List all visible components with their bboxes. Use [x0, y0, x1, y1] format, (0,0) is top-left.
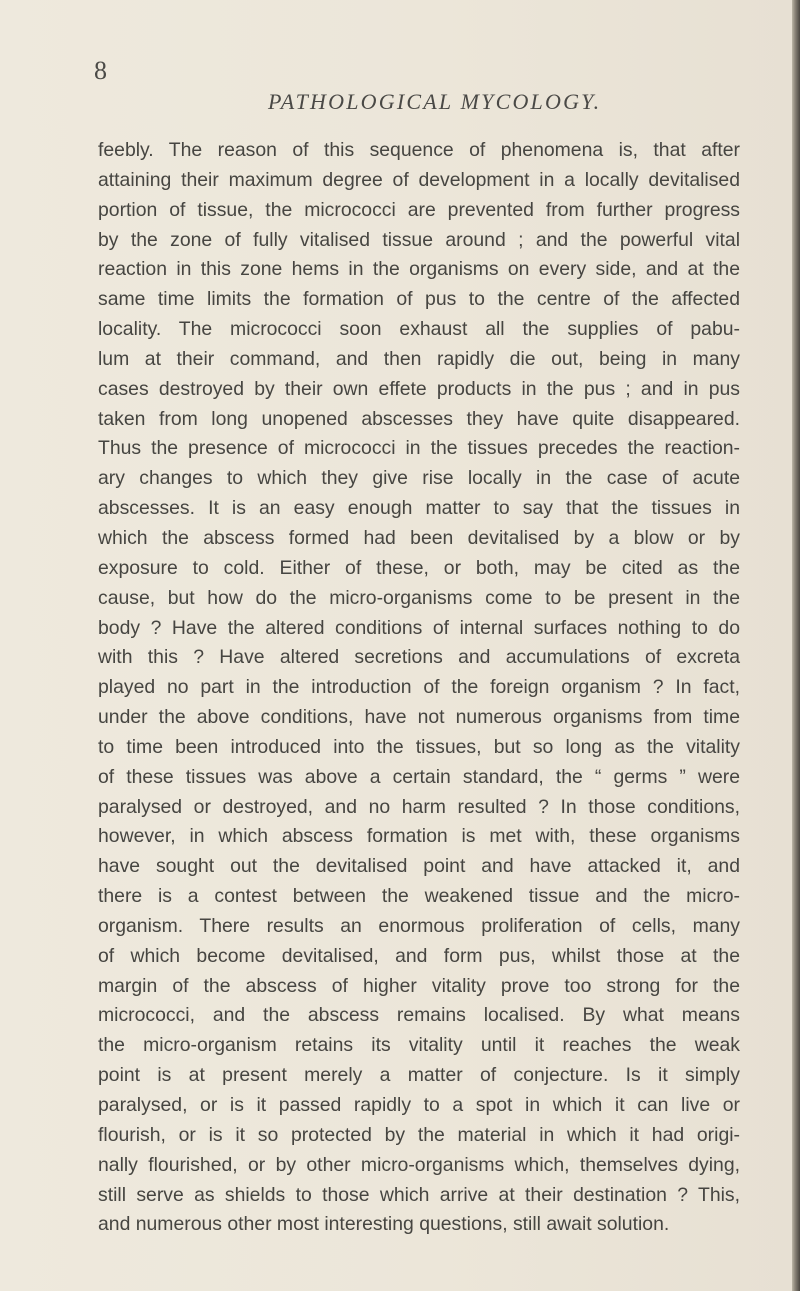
text-line: there is a contest between the weakened tissue and the micro- — [98, 885, 740, 908]
text-line: paralysed or destroyed, and no harm resulted ? In those conditions, — [98, 795, 740, 818]
text-line: of which become devitalised, and form pus, whilst those at the — [98, 944, 740, 967]
text-line: which the abscess formed had been devitalised by a blow or by — [98, 526, 740, 549]
text-line: taken from long unopened abscesses they have quite disappeared. — [98, 407, 740, 430]
text-line: reaction in this zone hems in the organisms on every side, and at the — [98, 258, 740, 281]
text-line: and numerous other most interesting questions, still await solution. — [98, 1213, 670, 1236]
text-line: point is at present merely a matter of conjecture. Is it simply — [98, 1064, 740, 1087]
text-line: abscesses. It is an easy enough matter to say that the tissues in — [98, 497, 740, 520]
text-line: flourish, or is it so protected by the material in which it had origi- — [98, 1123, 740, 1146]
text-line: body ? Have the altered conditions of internal surfaces nothing to do — [98, 616, 740, 639]
text-line: portion of tissue, the micrococci are prevented from further progress — [98, 198, 740, 221]
text-line: to time been introduced into the tissues, but so long as the vitality — [98, 735, 740, 758]
text-line: paralysed, or is it passed rapidly to a spot in which it can live or — [98, 1094, 740, 1116]
text-line: played no part in the introduction of the foreign organism ? In fact, — [98, 676, 740, 699]
text-line: micrococci, and the abscess remains localised. By what means — [98, 1004, 740, 1027]
text-line: margin of the abscess of higher vitality prove too strong for the — [98, 974, 740, 997]
text-line: attaining their maximum degree of development in a locally devitalised — [98, 168, 740, 191]
text-line: have sought out the devitalised point and have attacked it, and — [98, 855, 740, 878]
text-line: nally flourished, or by other micro-organisms which, themselves dying, — [98, 1153, 740, 1176]
running-head: PATHOLOGICAL MYCOLOGY. — [268, 89, 602, 114]
text-line: with this ? Have altered secretions and accumulations of excreta — [98, 646, 740, 669]
text-line: the micro-organism retains its vitality until it reaches the weak — [98, 1034, 740, 1057]
text-line: organism. There results an enormous proliferation of cells, many — [98, 914, 740, 937]
text-line: still serve as shields to those which arrive at their destination ? This, — [98, 1183, 740, 1206]
text-line: lum at their command, and then rapidly die out, being in many — [98, 347, 740, 370]
text-line: cases destroyed by their own effete products in the pus ; and in pus — [98, 377, 740, 400]
text-line: Thus the presence of micrococci in the tissues precedes the reaction- — [98, 437, 740, 460]
page-edge-shadow — [792, 0, 800, 1291]
text-line: of these tissues was above a certain standard, the “ germs ” were — [98, 765, 740, 788]
text-line: exposure to cold. Either of these, or both, may be cited as the — [98, 556, 740, 579]
text-line: same time limits the formation of pus to the centre of the affected — [98, 288, 740, 311]
text-line: however, in which abscess formation is met with, these organisms — [98, 825, 740, 848]
text-line: under the above conditions, have not numerous organisms from time — [98, 706, 740, 729]
text-line: ary changes to which they give rise locally in the case of acute — [98, 467, 740, 490]
body-paragraph — [98, 136, 740, 1240]
text-line: by the zone of fully vitalised tissue around ; and the powerful vital — [98, 228, 740, 251]
text-line: cause, but how do the micro-organisms come to be present in the — [98, 586, 740, 609]
page-number: 8 — [94, 56, 107, 85]
text-line: locality. The micrococci soon exhaust all the supplies of pabu- — [98, 318, 740, 341]
text-line: feebly. The reason of this sequence of phenomena is, that after — [98, 139, 740, 161]
